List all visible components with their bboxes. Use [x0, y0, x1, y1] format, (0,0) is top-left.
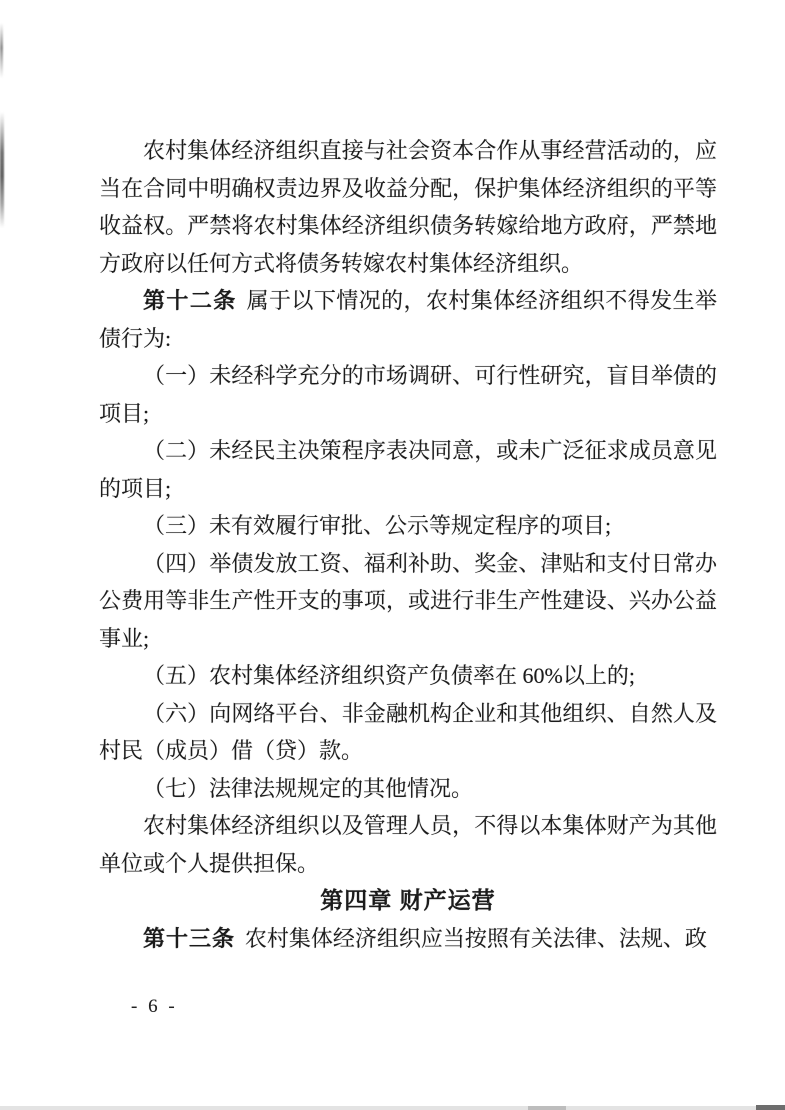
page-number: - 6 - [131, 996, 178, 1017]
list-item-6: （六）向网络平台、非金融机构企业和其他组织、自然人及村民（成员）借（贷）款。 [99, 700, 717, 763]
scan-edge-mark-dark [756, 1105, 785, 1110]
list-item-2: （二）未经民主决策程序表决同意，或未广泛征求成员意见的项目; [99, 438, 717, 501]
list-item-3: （三）未有效履行审批、公示等规定程序的项目; [143, 513, 612, 538]
list-item-7: （七）法律法规规定的其他情况。 [143, 775, 474, 801]
scan-page-bottom-edge [0, 1106, 785, 1110]
document-body [99, 132, 717, 957]
paragraph-debt-transfer: 农村集体经济组织直接与社会资本合作从事经营活动的，应当在合同中明确权责边界及收益分配，保护集体经济组织的平等收益权。严禁将农村集体经济组织债务转嫁给地方政府，严禁地方政府以任何方式将债务转嫁农村集体经济组织。 [99, 138, 717, 276]
scan-edge-mark [528, 1106, 566, 1110]
article-13-label: 第十三条 [143, 925, 236, 951]
article-12-label: 第十二条 [143, 288, 237, 313]
list-item-1: （一）未经科学充分的市场调研、可行性研究，盲目举债的项目; [99, 363, 717, 426]
article-13-paragraph [99, 920, 717, 958]
article-12-text: 属于以下情况的，农村集体经济组织不得发生举债行为: [99, 288, 717, 351]
scan-smudge-artifact-middle [0, 112, 4, 228]
list-item-5: （五）农村集体经济组织资产负债率在 60%以上的; [143, 663, 635, 688]
paragraph-guarantee: 农村集体经济组织以及管理人员，不得以本集体财产为其他单位或个人提供担保。 [99, 813, 717, 876]
chapter-heading: 第四章 财产运营 [320, 887, 496, 913]
article-12-paragraph [99, 282, 717, 357]
article-13-text: 农村集体经济组织应当按照有关法律、法规、政 [244, 925, 707, 951]
scan-smudge-artifact-top [0, 23, 3, 78]
list-item-4: （四）举债发放工资、福利补助、奖金、津贴和支付日常办公费用等非生产性开支的事项，或进行非生产性建设、兴办公益事业; [99, 550, 717, 651]
